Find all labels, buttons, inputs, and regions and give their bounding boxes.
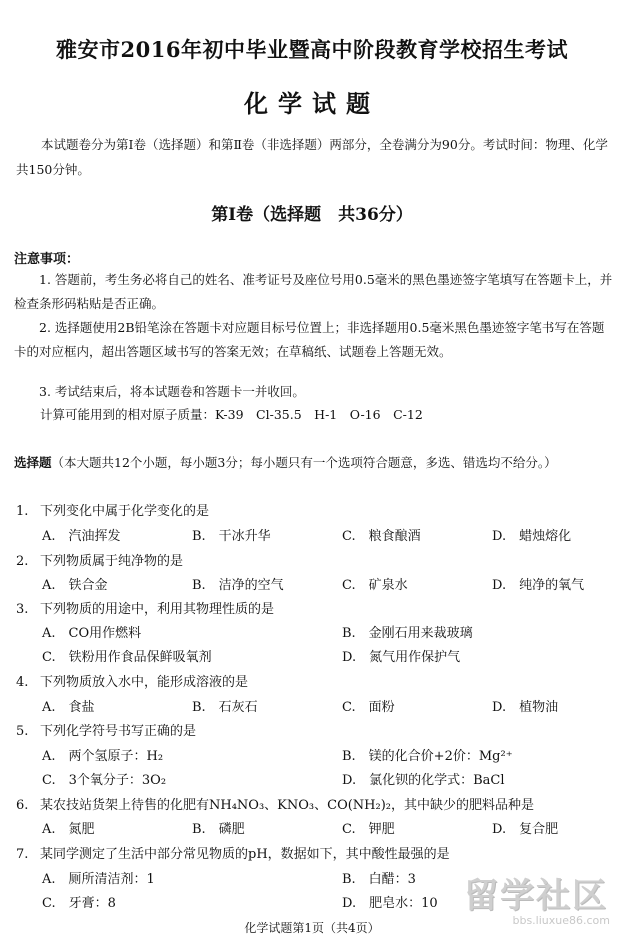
question-number: 5. [16,724,29,739]
atomic-mass-line: 计算可能用到的相对原子质量：K-39 Cl-35.5 H-1 O-16 C-12 [40,407,423,422]
question-5 [16,720,196,739]
option-b: B. 镁的化合价+2价：Mg²⁺ [342,749,513,764]
question-number: 2. [16,554,29,569]
option-a: A. 汽油挥发 [42,529,121,544]
option-d: D. 复合肥 [492,822,559,837]
question-6 [16,794,534,813]
question-number: 3. [16,602,29,617]
option-d: D. 纯净的氧气 [492,578,585,593]
question-stem: 某同学测定了生活中部分常见物质的pH，数据如下，其中酸性最强的是 [40,847,450,862]
option-d: D. 植物油 [492,700,559,715]
question-stem: 下列化学符号书写正确的是 [40,724,197,739]
intro-text: 本试题卷分为第Ⅰ卷（选择题）和第Ⅱ卷（非选择题）两部分，全卷满分为90分。考试时间：物理、化学共150分钟。 [16,137,608,177]
option-c: C. 钾肥 [342,822,395,837]
question-stem: 某农技站货架上待售的化肥有NH₄NO₃、KNO₃、CO(NH₂)₂，其中缺少的肥料品种是 [40,798,535,813]
option-b: B. 白醋：3 [342,872,416,887]
option-a: A. 两个氢原子：H₂ [42,749,164,764]
watermark-url: bbs.liuxue86.com [512,914,610,927]
option-c: C. 面粉 [342,700,395,715]
option-b: B. 洁净的空气 [192,578,284,593]
option-d: D. 蜡烛熔化 [492,529,572,544]
choice-instructions [14,450,614,475]
watermark-logo [463,868,618,938]
question-stem: 下列物质属于纯净物的是 [40,554,184,569]
question-4 [16,671,248,690]
option-c: C. 牙膏：8 [42,896,116,911]
option-d: D. 氮气用作保护气 [342,650,461,665]
option-d: D. 氯化钡的化学式：BaCl [342,773,505,788]
option-b: B. 石灰石 [192,700,258,715]
option-d: D. 肥皂水：10 [342,896,438,911]
option-c: C. 矿泉水 [342,578,408,593]
option-a: A. 铁合金 [42,578,108,593]
option-a: A. 食盐 [42,700,95,715]
question-2 [16,550,183,569]
page-footer: 化学试题第1页（共4页） [244,921,380,935]
option-b: B. 干冰升华 [192,529,271,544]
question-7 [16,843,450,862]
option-b: B. 金刚石用来裁玻璃 [342,626,473,641]
option-a: A. 氮肥 [42,822,95,837]
question-number: 6. [16,798,29,813]
question-stem: 下列变化中属于化学变化的是 [40,504,210,519]
notes-heading: 注意事项： [14,252,80,267]
option-b: B. 磷肥 [192,822,245,837]
question-number: 4. [16,675,29,690]
option-c: C. 3个氧分子：3O₂ [42,773,167,788]
question-stem: 下列物质放入水中，能形成溶液的是 [40,675,249,690]
option-a: A. CO用作燃料 [42,626,142,641]
watermark-text: 留学社区 [464,876,608,916]
exam-title: 雅安市2016年初中毕业暨高中阶段教育学校招生考试 [56,37,568,62]
choice-instructions-text: （本大题共12个小题，每小题3分；每小题只有一个选项符合题意，多选、错选均不给分。） [51,455,557,470]
question-number: 7. [16,847,29,862]
note-item: 2. 选择题使用2B铅笔涂在答题卡对应题目标号位置上；非选择题用0.5毫米黑色墨迹签字笔书写在答题卡的对应框内，超出答题区域书写的答案无效；在草稿纸、试题卷上答题无效。 [14,320,605,359]
question-stem: 下列物质的用途中，利用其物理性质的是 [40,602,275,617]
subject-title: 化学试题 [244,89,380,118]
section-title: 第Ⅰ卷（选择题 共36分） [211,205,413,225]
note-item: 3. 考试结束后，将本试题卷和答题卡一并收回。 [39,384,305,399]
question-number: 1. [16,504,29,519]
option-c: C. 铁粉用作食品保鲜吸氧剂 [42,650,212,665]
option-a: A. 厕所清洁剂：1 [42,872,155,887]
option-c: C. 粮食酿酒 [342,529,421,544]
note-item: 1. 答题前，考生务必将自己的姓名、准考证号及座位号用0.5毫米的黑色墨迹签字笔填写在答题卡上，并检查条形码粘贴是否正确。 [14,272,613,311]
choice-label: 选择题 [14,455,52,470]
question-3 [16,598,274,617]
question-1 [16,500,209,519]
